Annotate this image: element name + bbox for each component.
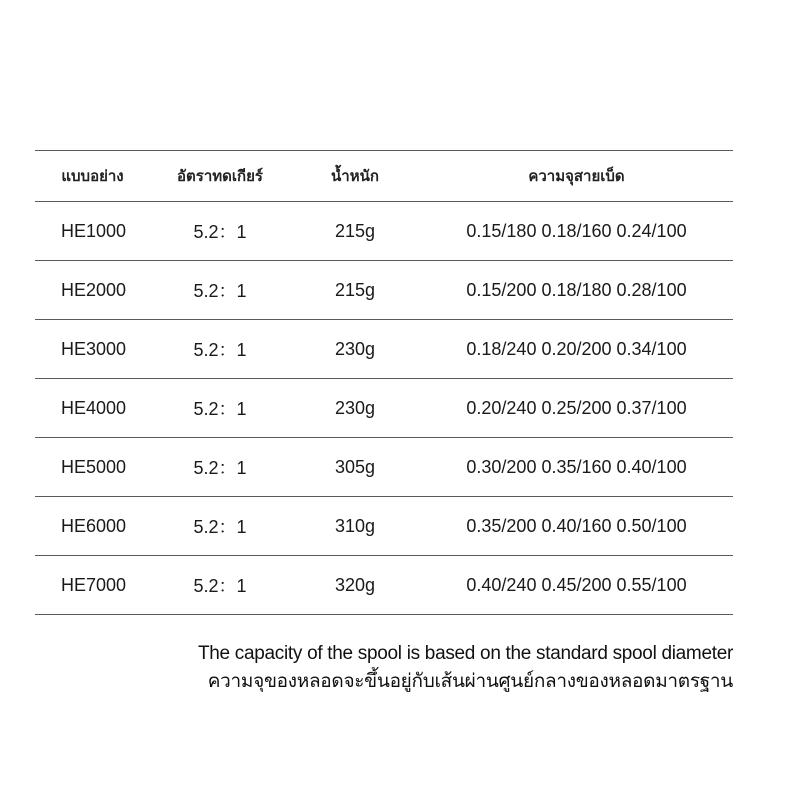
table-row bbox=[35, 202, 733, 261]
cell-model: HE2000 bbox=[35, 261, 150, 320]
cell-weight: 215g bbox=[290, 202, 420, 261]
cell-line-capacity: 0.18/240 0.20/200 0.34/100 bbox=[420, 320, 733, 379]
cell-weight: 230g bbox=[290, 320, 420, 379]
cell-line-capacity: 0.15/200 0.18/180 0.28/100 bbox=[420, 261, 733, 320]
table-row bbox=[35, 320, 733, 379]
cell-weight: 320g bbox=[290, 556, 420, 615]
table-row bbox=[35, 379, 733, 438]
table-row bbox=[35, 497, 733, 556]
cell-weight: 305g bbox=[290, 438, 420, 497]
header-line-capacity: ความจุสายเบ็ด bbox=[420, 151, 733, 202]
table-row bbox=[35, 261, 733, 320]
cell-line-capacity: 0.40/240 0.45/200 0.55/100 bbox=[420, 556, 733, 615]
cell-gear-ratio: 5.2：1 bbox=[150, 497, 290, 556]
cell-model: HE7000 bbox=[35, 556, 150, 615]
spool-capacity-note bbox=[198, 640, 733, 696]
cell-line-capacity: 0.30/200 0.35/160 0.40/100 bbox=[420, 438, 733, 497]
table-row bbox=[35, 438, 733, 497]
cell-weight: 230g bbox=[290, 379, 420, 438]
cell-gear-ratio: 5.2：1 bbox=[150, 556, 290, 615]
cell-weight: 215g bbox=[290, 261, 420, 320]
cell-model: HE6000 bbox=[35, 497, 150, 556]
cell-line-capacity: 0.35/200 0.40/160 0.50/100 bbox=[420, 497, 733, 556]
header-model: แบบอย่าง bbox=[35, 151, 150, 202]
cell-model: HE5000 bbox=[35, 438, 150, 497]
cell-model: HE1000 bbox=[35, 202, 150, 261]
cell-gear-ratio: 5.2：1 bbox=[150, 320, 290, 379]
cell-model: HE3000 bbox=[35, 320, 150, 379]
spec-table bbox=[35, 150, 733, 615]
cell-weight: 310g bbox=[290, 497, 420, 556]
table-row bbox=[35, 556, 733, 615]
cell-gear-ratio: 5.2：1 bbox=[150, 438, 290, 497]
note-thai: ความจุของหลอดจะขึ้นอยู่กับเส้นผ่านศูนย์กลางของหลอดมาตรฐาน bbox=[207, 671, 733, 692]
cell-model: HE4000 bbox=[35, 379, 150, 438]
table-header-row bbox=[35, 151, 733, 202]
cell-line-capacity: 0.20/240 0.25/200 0.37/100 bbox=[420, 379, 733, 438]
cell-gear-ratio: 5.2：1 bbox=[150, 379, 290, 438]
cell-gear-ratio: 5.2：1 bbox=[150, 202, 290, 261]
header-weight: น้ำหนัก bbox=[290, 151, 420, 202]
header-gear-ratio: อัตราทดเกียร์ bbox=[150, 151, 290, 202]
note-english: The capacity of the spool is based on the standard spool diameter bbox=[197, 643, 733, 664]
cell-line-capacity: 0.15/180 0.18/160 0.24/100 bbox=[420, 202, 733, 261]
cell-gear-ratio: 5.2：1 bbox=[150, 261, 290, 320]
